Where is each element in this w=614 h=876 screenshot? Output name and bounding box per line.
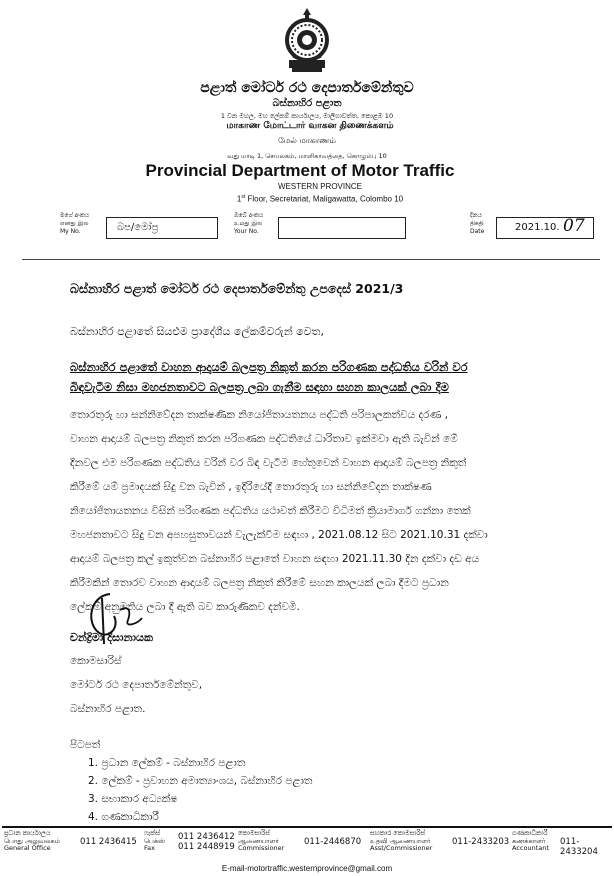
- accountant-labels: ගණකාධිකාරී கணக்காளர் Accountant: [512, 829, 549, 852]
- signer-department: මෝටර් රථ දෙපාර්තමේන්තුව,: [70, 679, 203, 691]
- header-divider: [22, 259, 600, 260]
- province-sinhala: බස්නාහිර පළාත: [272, 98, 342, 109]
- commissioner-phone: 011-2446870: [304, 837, 362, 847]
- circular-title: බස්නාහිර පළාත් මෝටර් රථ දෙපාර්තමේන්තු උපදෙස් 2021/3: [70, 281, 404, 296]
- body-line: කිරීමකින් තොරව වාහන ආදායම් බලපත්‍ර නිකුත් කිරීමේ සහන කාලයක් ලබා දීමට ප්‍රධාන: [70, 577, 449, 589]
- asst-commissioner-phone: 011-2433203: [452, 837, 510, 847]
- copy-recipient: 3. සභාකාර අධ්‍යක්ෂ: [88, 793, 178, 805]
- fax-labels: ෆැක්ස් பெக்ஸ் Fax: [144, 829, 166, 852]
- copies-heading: පිටපත්: [70, 739, 101, 751]
- my-no-value: බප/මෝප්‍ර: [117, 222, 159, 233]
- date-value: 2021.10.: [515, 222, 560, 233]
- subject-line: බස්නාහිර පළාතේ වාහන ආදායම් බලපත්‍ර නිකුත් කරන පරිගණක පද්ධතිය වරින් වර: [70, 360, 468, 374]
- subject-line: බිඳවැටීම නිසා මහජනතාවට බලපත්‍ර ලබා ගැනීම සඳහා සහන කාලයක් ලබා දීම: [70, 380, 449, 394]
- footer-divider: [2, 826, 612, 828]
- body-line: නියෝජිතායතනය විසින් පරිගණක පද්ධතිය යථාවත් කිරීමට විධිමත් ක්‍රියාමාර්ග ගන්නා තෙක්: [70, 505, 471, 517]
- body-line: වාහන ආදායම් බලපත්‍ර නිකුත් කරන පරිගණක පද්ධතියේ ධාරිතාව ඉක්මවා ඇති බැවින් මේ: [70, 433, 458, 445]
- body-line: ආදායම් බලපත්‍ර කල් ඉකුත්වන බස්නාහිර පළාතේ වාහන සඳහා 2021.11.30 දින දක්වා දඩ අය: [70, 553, 480, 565]
- accountant-phone: 011-2433204: [560, 837, 598, 857]
- copy-recipient: 2. ලේකම් - ප්‍රවාහන අමාත්‍යාංශය, බස්නාහිර පළාත: [88, 775, 313, 787]
- my-no-box: [106, 217, 218, 239]
- fax-numbers: 011 2436412 011 2448919: [178, 832, 235, 852]
- body-line: ලේකම් අනුමතිය ලබා දී ඇති බව කාරුණිකව දන්වමි.: [70, 601, 300, 613]
- province-tamil: மேல் மாகாணம்: [278, 136, 336, 145]
- body-line: මහජනතාවට සිදු වන අපහසුතාවයන් වැලැක්වීම සඳහා , 2021.08.12 සිට 2021.10.31 දක්වා: [70, 529, 488, 541]
- body-line: තොරතුරු හා සන්නිවේදන තාක්ෂණික නියෝජිතායතනය පද්ධති පරිපාලකත්වය දරණ ,: [70, 409, 448, 421]
- address-english: 1st Floor, Secretariat, Maligawatta, Colombo 10: [236, 194, 404, 204]
- department-name-english: Provincial Department of Motor Traffic: [145, 161, 455, 180]
- salutation: බස්නාහිර පළාතේ සියළුම ප්‍රාදේශීය ලේකම්වරුන් වෙත,: [70, 325, 324, 338]
- date-labels: දිනය திகதி Date: [470, 212, 485, 235]
- date-day-handwritten: 07: [563, 216, 585, 236]
- copy-recipient: 4. ගණකාධිකාරී: [88, 811, 159, 823]
- commissioner-labels: කොමසාරිස් ஆணையாளர் Commissioner: [238, 829, 285, 852]
- your-no-labels: ඔබේ අංකය உமது இல Your No.: [234, 212, 264, 235]
- signer-name: චන්ද්‍රිමා දිසානායක: [70, 631, 153, 644]
- address-tamil: வது மாடி 1, செயலகம், மாளிகாவத்தை, கொழும்பு 10: [227, 152, 387, 160]
- footer-email: E-mail-motortraffic.westernprovince@gmail.com: [221, 864, 393, 873]
- signer-title: කොමසාරිස්: [70, 655, 122, 667]
- body-line: කිරීමේ යම් ප්‍රමාදයක් සිදු වන බැවින් , ඉදිරියේදී තොරතුරු හා සන්නිවේදන තාක්ෂණ: [70, 481, 432, 493]
- your-no-box: [278, 217, 406, 239]
- signer-province: බස්නාහිර පළාත.: [70, 703, 146, 715]
- department-name-sinhala: පළාත් මෝටර් රථ දෙපාර්තමේන්තුව: [200, 80, 414, 96]
- sri-lanka-emblem-icon: [283, 6, 331, 74]
- copy-recipient: 1. ප්‍රධාන ලේකම් - බස්නාහිර පළාත: [88, 757, 246, 769]
- body-line: දිනවල එම පරිගණක පද්ධතිය වරින් වර බිඳ වැටීම හේතුවෙන් වාහන ආදායම් බලපත්‍ර නිකුත්: [70, 457, 467, 469]
- general-office-phone: 011 2436415: [80, 837, 137, 847]
- address-sinhala: 1 වන මහල, මහ ලේකම් කාර්යාලය, මාලිගාවත්ත, කොළඹ 10: [220, 112, 394, 120]
- province-english: WESTERN PROVINCE: [277, 182, 362, 191]
- date-box: [496, 217, 594, 239]
- my-no-labels: මගේ අංකය எனது இல My No.: [60, 212, 90, 235]
- department-name-tamil: மாகாண மோட்டார் வாகன திணைக்களம்: [226, 121, 394, 131]
- asst-commissioner-labels: සහකාර කොමසාරිස් உதவி ஆணையாளர் Asst/Commissioner: [370, 829, 433, 852]
- general-office-labels: ප්‍රධාන කාර්යාලය பொது அலுவலகம் General Office: [4, 829, 60, 852]
